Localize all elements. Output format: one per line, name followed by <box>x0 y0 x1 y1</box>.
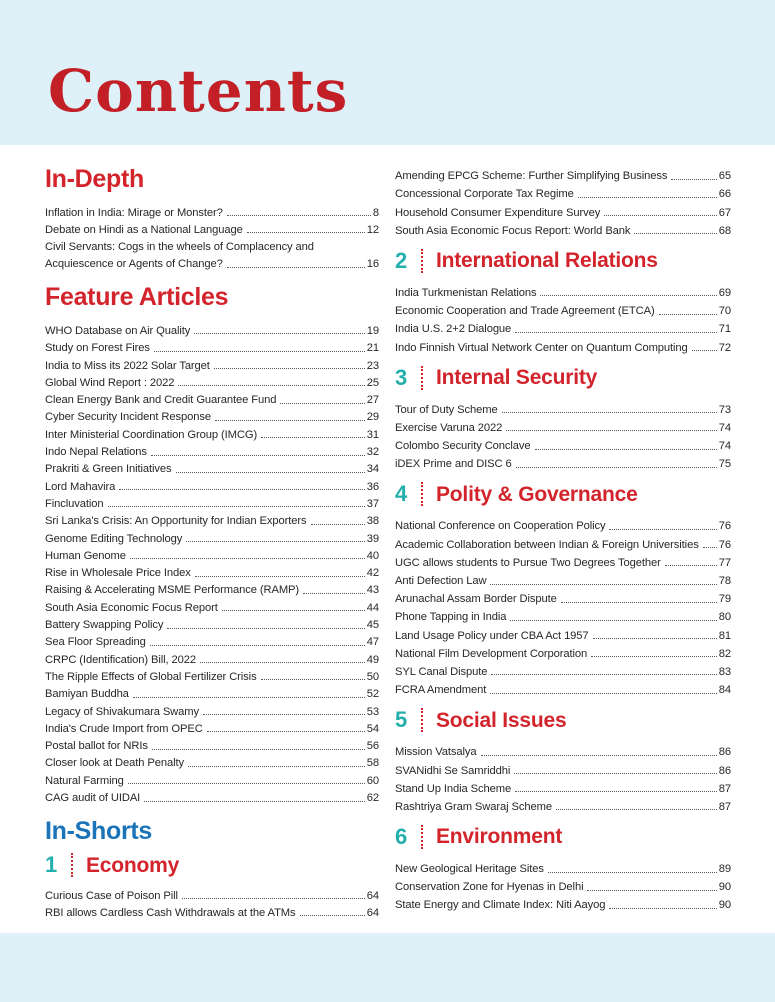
dot-leader <box>587 890 716 891</box>
dot-leader <box>506 430 717 431</box>
toc-item-title: India's Crude Import from OPEC <box>45 722 203 735</box>
section-title: Economy <box>86 853 180 877</box>
toc-item <box>45 752 379 769</box>
toc-item-title: Civil Servants: Cogs in the wheels of Complacency and <box>45 241 314 254</box>
dot-leader <box>659 314 717 315</box>
dot-leader <box>514 773 717 774</box>
toc-item-page: 86 <box>718 746 731 759</box>
dot-leader <box>133 697 365 698</box>
toc-item-title: India to Miss its 2022 Solar Target <box>45 359 210 372</box>
dot-leader <box>703 547 717 548</box>
heading-divider <box>421 825 423 849</box>
dot-leader <box>130 558 365 559</box>
dot-leader <box>128 783 365 784</box>
toc-item-page: 36 <box>366 480 379 493</box>
dot-leader <box>300 915 365 916</box>
toc-item-page: 69 <box>718 286 731 299</box>
toc-item <box>395 660 731 678</box>
toc-item-title: Academic Collaboration between Indian & Foreign Universities <box>395 538 699 551</box>
dot-leader <box>186 541 365 542</box>
toc-item <box>395 893 731 911</box>
dot-leader <box>203 714 365 715</box>
section-heading-internal-security <box>395 366 731 390</box>
toc-left-column <box>45 158 379 919</box>
toc-item <box>395 219 731 237</box>
section-heading-social-issues <box>395 708 731 732</box>
dot-leader <box>280 403 364 404</box>
toc-item <box>45 666 379 683</box>
heading-divider <box>421 482 423 506</box>
dot-leader <box>502 412 717 413</box>
toc-item-title: Curious Case of Poison Pill <box>45 889 178 902</box>
toc-item-page: 43 <box>366 584 379 597</box>
dot-leader <box>261 437 365 438</box>
toc-item-title: Stand Up India Scheme <box>395 782 512 795</box>
toc-item-page: 23 <box>366 359 379 372</box>
toc-item-page: 71 <box>718 323 731 336</box>
toc-item-page: 76 <box>718 520 731 533</box>
toc-item <box>395 335 731 353</box>
toc-item <box>395 740 731 758</box>
toc-item <box>45 735 379 752</box>
toc-item-title: Indo Nepal Relations <box>45 446 147 459</box>
toc-item-page: 80 <box>718 611 731 624</box>
toc-item <box>395 569 731 587</box>
toc-item-title: Phone Tapping in India <box>395 611 507 624</box>
toc-item-page: 32 <box>366 446 379 459</box>
toc-item-page: 74 <box>718 421 731 434</box>
toc-item <box>45 406 379 423</box>
toc-item-title: CAG audit of UIDAI <box>45 792 141 804</box>
section-title: International Relations <box>436 249 658 273</box>
section-heading-polity-governance <box>395 482 731 506</box>
toc-item <box>45 562 379 579</box>
section-number: 4 <box>395 481 408 507</box>
dot-leader <box>604 215 717 216</box>
toc-item <box>395 416 731 434</box>
toc-item-title: National Film Development Corporation <box>395 647 588 660</box>
toc-item <box>45 320 379 337</box>
toc-item-title: Study on Forest Fires <box>45 342 150 355</box>
toc-item <box>395 795 731 813</box>
toc-item <box>45 787 379 804</box>
toc-item-title: Concessional Corporate Tax Regime <box>395 188 574 201</box>
toc-item <box>45 884 379 901</box>
toc-item-page: 52 <box>366 688 379 701</box>
dot-leader <box>188 766 365 767</box>
toc-item-title: Bamiyan Buddha <box>45 688 129 701</box>
toc-item <box>45 441 379 458</box>
toc-item-page: 60 <box>366 774 379 787</box>
dot-leader <box>207 731 365 732</box>
toc-item <box>45 253 379 270</box>
toc-item-title: India U.S. 2+2 Dialogue <box>395 323 512 336</box>
dot-leader <box>561 602 717 603</box>
toc-item-title: Inter Ministerial Coordination Group (IMCG) <box>45 428 258 441</box>
heading-divider <box>421 249 423 273</box>
toc-right-column <box>395 158 731 919</box>
toc-item-title: Genome Editing Technology <box>45 532 183 545</box>
toc-item-page: 89 <box>718 863 731 876</box>
toc-item-page: 50 <box>366 670 379 683</box>
toc-item-page: 62 <box>366 792 379 804</box>
dot-leader <box>556 809 717 810</box>
toc-item-title: India Turkmenistan Relations <box>395 286 537 299</box>
toc-item <box>45 423 379 440</box>
dot-leader <box>490 584 716 585</box>
toc-item-title: Clean Energy Bank and Credit Guarantee Fund <box>45 394 277 407</box>
toc-item-title: Inflation in India: Mirage or Monster? <box>45 206 223 219</box>
toc-item-page: 56 <box>366 740 379 753</box>
toc-item-page: 66 <box>718 188 731 201</box>
dot-leader <box>490 693 717 694</box>
dot-leader <box>215 420 365 421</box>
toc-item-page: 76 <box>718 538 731 551</box>
toc-item <box>45 545 379 562</box>
toc-item-page: 70 <box>718 305 731 318</box>
toc-item-title: FCRA Amendment <box>395 684 487 697</box>
toc-item-page: 82 <box>718 647 731 660</box>
dot-leader <box>261 679 365 680</box>
toc-item <box>45 510 379 527</box>
toc-item-page: 90 <box>718 881 731 894</box>
toc-item-page: 64 <box>366 906 379 919</box>
dot-leader <box>144 801 365 802</box>
toc-item <box>395 299 731 317</box>
section-number: 6 <box>395 823 408 849</box>
toc-item <box>395 514 731 532</box>
toc-item-title: UGC allows students to Pursue Two Degrees Together <box>395 556 661 569</box>
toc-item <box>45 475 379 492</box>
section-heading-in-depth: In-Depth <box>45 165 144 193</box>
toc-item-title: Legacy of Shivakumara Swamy <box>45 705 199 718</box>
toc-item-title: Closer look at Death Penalty <box>45 757 184 770</box>
section-number: 1 <box>45 852 58 878</box>
toc-item <box>45 648 379 665</box>
toc-item <box>395 642 731 660</box>
toc-item-page: 16 <box>366 258 379 271</box>
toc-item-title: Natural Farming <box>45 774 124 787</box>
dot-leader <box>671 179 716 180</box>
dot-leader <box>178 385 364 386</box>
toc-item-title: South Asia Economic Focus Report: World Bank <box>395 224 631 237</box>
toc-item-title: Prakriti & Green Initiatives <box>45 463 172 476</box>
toc-item <box>395 605 731 623</box>
toc-item-title: SYL Canal Dispute <box>395 665 488 678</box>
toc-item <box>45 579 379 596</box>
dot-leader <box>227 215 371 216</box>
toc-item <box>395 200 731 218</box>
toc-item-page: 64 <box>366 889 379 902</box>
toc-item-title: Lord Mahavira <box>45 480 116 493</box>
toc-item <box>395 164 731 182</box>
dot-leader <box>303 593 365 594</box>
dot-leader <box>515 332 717 333</box>
toc-item-title: State Energy and Climate Index: Niti Aayog <box>395 899 606 912</box>
heading-divider <box>71 853 73 877</box>
section-heading-environment <box>395 825 731 849</box>
toc-item-title: South Asia Economic Focus Report <box>45 601 218 614</box>
toc-item-page: 74 <box>718 440 731 453</box>
dot-leader <box>692 350 717 351</box>
toc-item <box>45 389 379 406</box>
toc-item-title: CRPC (Identification) Bill, 2022 <box>45 653 197 666</box>
dot-leader <box>176 472 365 473</box>
toc-item <box>395 587 731 605</box>
toc-item-page: 67 <box>718 206 731 219</box>
dot-leader <box>634 233 716 234</box>
toc-item <box>395 398 731 416</box>
toc-item-title: Amending EPCG Scheme: Further Simplifying Business <box>395 170 668 183</box>
toc-item <box>395 623 731 641</box>
toc-item <box>395 678 731 696</box>
toc-item-title: Sri Lanka's Crisis: An Opportunity for Indian Exporters <box>45 515 307 528</box>
toc-item-page: 73 <box>718 403 731 416</box>
toc-item-title: Acquiescence or Agents of Change? <box>45 258 223 271</box>
toc-item <box>395 182 731 200</box>
toc-item <box>45 201 379 218</box>
dot-leader <box>119 489 365 490</box>
toc-item-title: Conservation Zone for Hyenas in Delhi <box>395 881 584 894</box>
toc-item-page: 68 <box>718 224 731 237</box>
toc-item-title: New Geological Heritage Sites <box>395 863 544 876</box>
toc-item <box>45 458 379 475</box>
toc-item-page: 79 <box>718 593 731 606</box>
dot-leader <box>151 455 365 456</box>
dot-leader <box>516 467 717 468</box>
toc-item-page: 65 <box>718 170 731 183</box>
toc-item-page: 58 <box>366 757 379 770</box>
dot-leader <box>222 610 365 611</box>
section-title: Social Issues <box>436 708 567 732</box>
toc-item <box>45 596 379 613</box>
dot-leader <box>481 755 717 756</box>
toc-item-page: 12 <box>366 223 379 236</box>
dot-leader <box>247 232 365 233</box>
dot-leader <box>510 620 716 621</box>
dot-leader <box>548 872 717 873</box>
section-heading-in-shorts: In-Shorts <box>45 817 153 845</box>
heading-divider <box>421 366 423 390</box>
toc-item-title: Cyber Security Incident Response <box>45 411 211 424</box>
heading-divider <box>421 708 423 732</box>
toc-item-title: Human Genome <box>45 549 126 562</box>
toc-item-title: Global Wind Report : 2022 <box>45 376 175 389</box>
toc-item <box>45 372 379 389</box>
section-title: Polity & Governance <box>436 482 638 506</box>
dot-leader <box>150 645 365 646</box>
toc-item-page: 39 <box>366 532 379 545</box>
dot-leader <box>214 368 365 369</box>
toc-item <box>45 631 379 648</box>
toc-item-page: 37 <box>366 497 379 510</box>
dot-leader <box>515 791 717 792</box>
toc-item-page: 72 <box>718 341 731 354</box>
dot-leader <box>665 565 717 566</box>
toc-item-title: WHO Database on Air Quality <box>45 324 191 337</box>
toc-item-page: 25 <box>366 376 379 389</box>
section-title: Internal Security <box>436 366 598 389</box>
section-number: 2 <box>395 247 408 273</box>
toc-content <box>45 158 731 919</box>
toc-item-title: Colombo Security Conclave <box>395 440 531 453</box>
toc-item-title: iDEX Prime and DISC 6 <box>395 458 512 471</box>
section-heading-feature-articles: Feature Articles <box>45 283 229 312</box>
dot-leader <box>578 197 717 198</box>
toc-item-title: Debate on Hindi as a National Language <box>45 223 243 236</box>
toc-item-title: Exercise Varuna 2022 <box>395 421 503 434</box>
toc-item-page: 47 <box>366 636 379 649</box>
toc-item <box>45 718 379 735</box>
toc-item-page: 54 <box>366 722 379 735</box>
toc-item <box>45 236 379 253</box>
toc-item-title: Rise in Wholesale Price Index <box>45 567 191 580</box>
toc-item-page: 75 <box>718 458 731 471</box>
toc-item-title: RBI allows Cardless Cash Withdrawals at the ATMs <box>45 906 296 919</box>
section-title: Environment <box>436 825 563 849</box>
toc-item-title: Land Usage Policy under CBA Act 1957 <box>395 629 589 642</box>
toc-item-title: The Ripple Effects of Global Fertilizer Crisis <box>45 670 257 683</box>
dot-leader <box>227 267 365 268</box>
toc-item-page: 83 <box>718 665 731 678</box>
section-number: 5 <box>395 707 408 733</box>
toc-item-page: 40 <box>366 549 379 562</box>
toc-item <box>395 857 731 875</box>
toc-item-page: 87 <box>718 782 731 795</box>
toc-item-page: 29 <box>366 411 379 424</box>
dot-leader <box>152 749 365 750</box>
toc-item-title: Rashtriya Gram Swaraj Scheme <box>395 800 552 813</box>
toc-item-page: 90 <box>718 899 731 912</box>
toc-item-title: Household Consumer Expenditure Survey <box>395 206 601 219</box>
toc-item-page: 38 <box>366 515 379 528</box>
dot-leader <box>593 638 717 639</box>
dot-leader <box>154 351 365 352</box>
toc-item-title: Indo Finnish Virtual Network Center on Quantum Computing <box>395 341 688 354</box>
toc-item <box>395 551 731 569</box>
toc-item-title: Tour of Duty Scheme <box>395 403 498 416</box>
toc-item <box>395 452 731 470</box>
toc-item-page: 81 <box>718 629 731 642</box>
toc-item-page: 34 <box>366 463 379 476</box>
toc-item-page: 42 <box>366 567 379 580</box>
toc-item-page: 53 <box>366 705 379 718</box>
dot-leader <box>200 662 365 663</box>
dot-leader <box>540 295 716 296</box>
toc-item <box>45 614 379 631</box>
toc-item-page: 87 <box>718 800 731 813</box>
toc-item <box>395 434 731 452</box>
toc-item-title: Anti Defection Law <box>395 575 487 587</box>
toc-item-page: 21 <box>366 342 379 355</box>
toc-item <box>395 875 731 893</box>
toc-item-page: 27 <box>366 394 379 407</box>
toc-item <box>45 769 379 786</box>
section-heading-economy <box>45 853 379 877</box>
toc-item-title: SVANidhi Se Samriddhi <box>395 764 511 777</box>
toc-item-page: 77 <box>718 556 731 569</box>
dot-leader <box>182 898 365 899</box>
toc-item-title: Mission Vatsalya <box>395 746 477 759</box>
dot-leader <box>194 333 364 334</box>
toc-item-title: Raising & Accelerating MSME Performance (RAMP) <box>45 584 300 597</box>
dot-leader <box>609 529 716 530</box>
dot-leader <box>311 524 365 525</box>
toc-item-page: 8 <box>372 206 379 219</box>
toc-item-title: Fincluvation <box>45 497 104 510</box>
toc-item <box>395 317 731 335</box>
toc-item <box>45 493 379 510</box>
toc-item <box>45 527 379 544</box>
toc-item-page: 84 <box>718 684 731 697</box>
dot-leader <box>195 576 365 577</box>
page-title: Contents <box>48 57 349 125</box>
toc-item-page: 45 <box>366 619 379 632</box>
toc-item-page: 78 <box>718 575 731 587</box>
toc-item-title: Battery Swapping Policy <box>45 619 164 632</box>
toc-item-title: Arunachal Assam Border Dispute <box>395 593 557 606</box>
toc-item-title: Sea Floor Spreading <box>45 636 146 649</box>
toc-item <box>45 337 379 354</box>
toc-item-page: 31 <box>366 428 379 441</box>
footer-band <box>0 933 775 1002</box>
dot-leader <box>609 908 716 909</box>
toc-item <box>395 777 731 795</box>
toc-item <box>45 700 379 717</box>
toc-item <box>45 683 379 700</box>
header-band <box>0 0 775 145</box>
toc-item-page: 86 <box>718 764 731 777</box>
dot-leader <box>108 506 365 507</box>
toc-item-title: National Conference on Cooperation Policy <box>395 520 606 533</box>
section-number: 3 <box>395 364 408 390</box>
toc-item <box>45 354 379 371</box>
toc-item <box>395 532 731 550</box>
toc-item <box>45 219 379 236</box>
toc-item-title: Postal ballot for NRIs <box>45 740 148 753</box>
toc-item-page: 49 <box>366 653 379 666</box>
toc-item-title: Economic Cooperation and Trade Agreement (ETCA) <box>395 305 655 318</box>
toc-item <box>45 902 379 919</box>
dot-leader <box>491 674 716 675</box>
toc-item-page: 19 <box>366 324 379 337</box>
toc-item <box>395 758 731 776</box>
dot-leader <box>591 656 717 657</box>
dot-leader <box>167 628 364 629</box>
toc-item <box>395 281 731 299</box>
dot-leader <box>535 449 717 450</box>
toc-item-page: 44 <box>366 601 379 614</box>
section-heading-international-relations <box>395 249 731 273</box>
